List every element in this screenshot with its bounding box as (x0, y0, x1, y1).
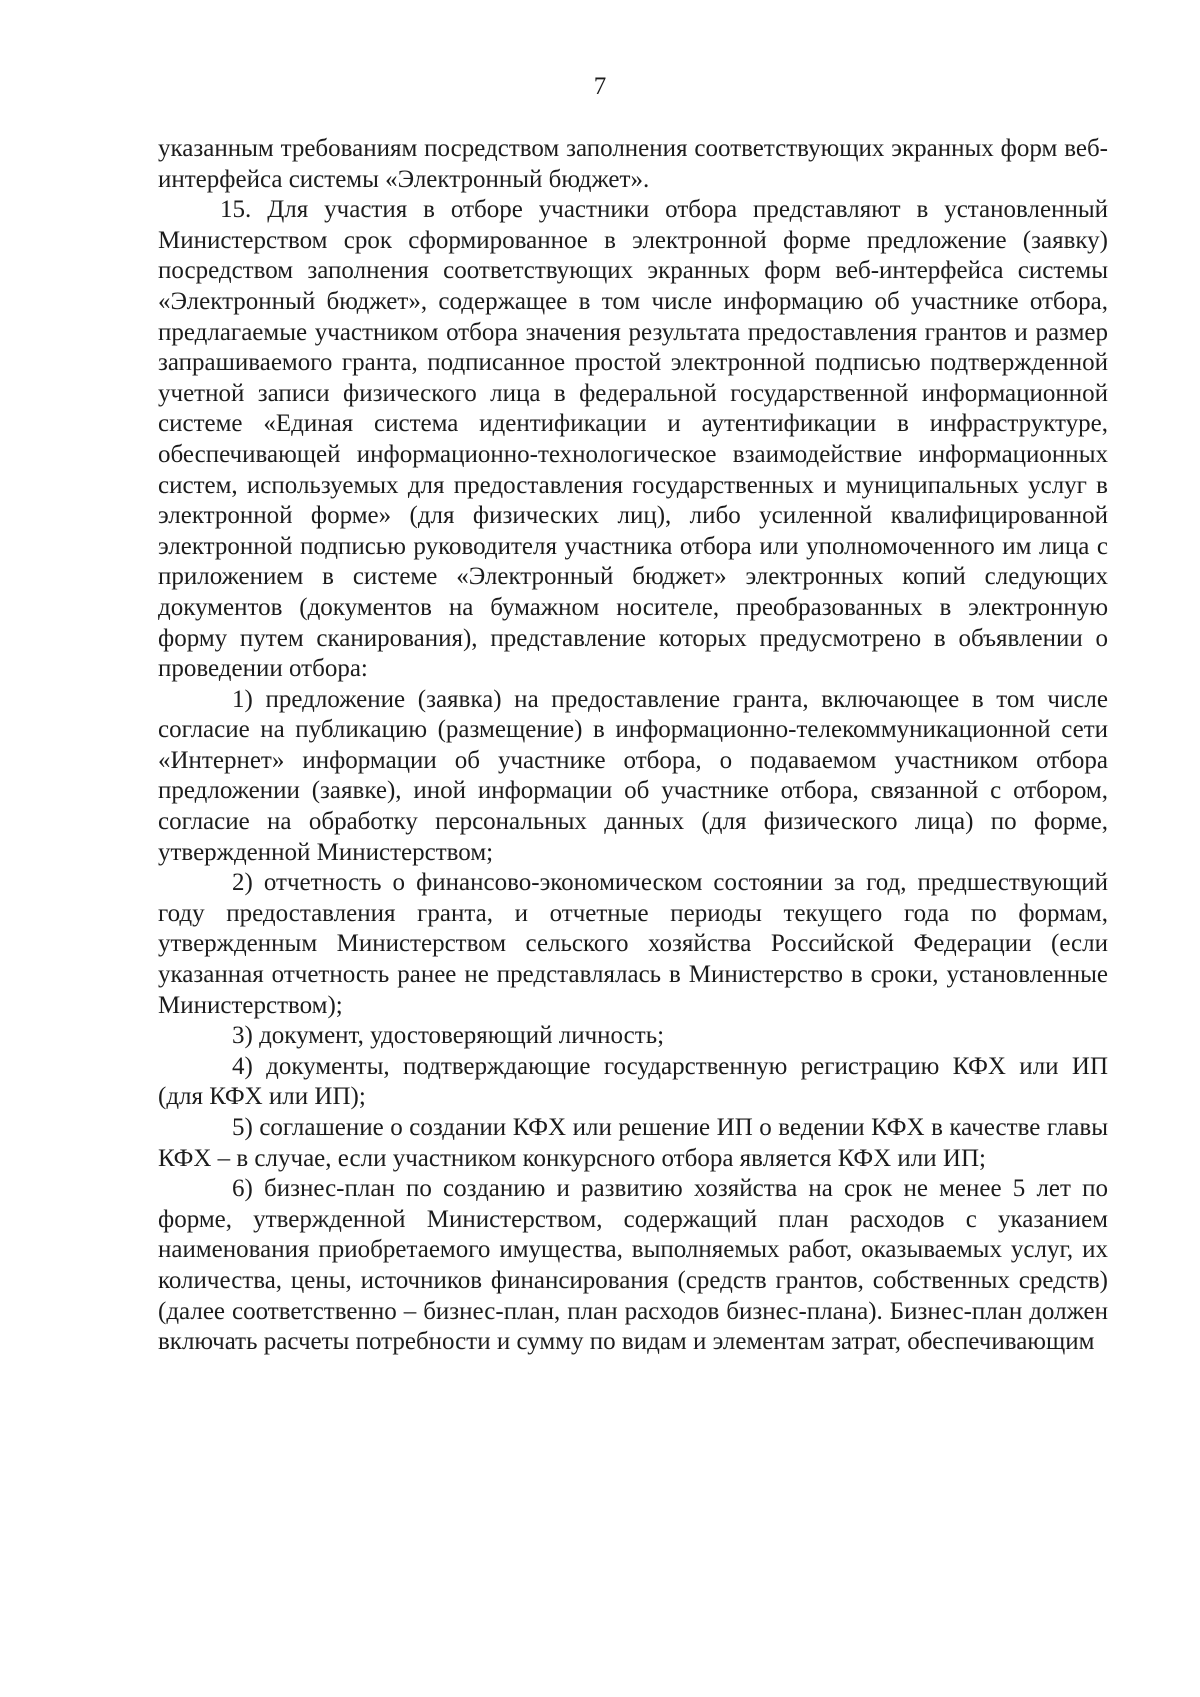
list-item-5: 5) соглашение о создании КФХ или решение ИП о ведении КФХ в качестве главы КФХ – в случае, если участником конкурсного отбора является КФХ или ИП; (158, 1114, 1108, 1172)
list-item-2: 2) отчетность о финансово-экономическом состоянии за год, предшествующий году предоставления гранта, и отчетные периоды текущего года по формам, утвержденным Министерством сельского хозяйства Российской Федерации (если указанная отчетность ранее не представлялась в Министерство в сроки, установленные Министерством); (158, 869, 1108, 1019)
page-number: 7 (593, 73, 607, 100)
paragraph-continuation: указанным требованиям посредством заполнения соответствующих экранных форм веб-интерфейса системы «Электронный бюджет». (158, 135, 1108, 193)
list-item-3: 3) документ, удостоверяющий личность; (232, 1022, 665, 1050)
document-body (158, 134, 1108, 1358)
list-item-1: 1) предложение (заявка) на предоставление гранта, включающее в том числе согласие на публикацию (размещение) в информационно-телекоммуникационной сети «Интернет» информации об участнике отбора, о подаваемом участником отбора предложении (заявке), иной информации об участнике отбора, связанной с отбором, согласие на обработку персональных данных (для физического лица) по форме, утвержденной Министерством; (158, 685, 1108, 866)
list-item-4: 4) документы, подтверждающие государственную регистрацию КФХ или ИП (для КФХ или ИП); (158, 1052, 1108, 1111)
list-item-6: 6) бизнес-план по созданию и развитию хозяйства на срок не менее 5 лет по форме, утвержденной Министерством, содержащий план расходов с указанием наименования приобретаемого имущества, выполняемых работ, оказываемых услуг, их количества, цены, источников финансирования (средств грантов, собственных средств) (далее соответственно – бизнес-план, план расходов бизнес-плана). Бизнес-план должен включать расчеты потребности и сумму по видам и элементам затрат, обеспечивающим (158, 1175, 1108, 1356)
paragraph-item-15: 15. Для участия в отборе участники отбора представляют в установленный Министерством срок сформированное в электронной форме предложение (заявку) посредством заполнения соответствующих экранных форм веб-интерфейса системы «Электронный бюджет», содержащее в том числе информацию об участнике отбора, предлагаемые участником отбора значения результата предоставления грантов и размер запрашиваемого гранта, подписанное простой электронной подписью подтвержденной учетной записи физического лица в федеральной государственной информационной системе «Единая система идентификации и аутентификации в инфраструктуре, обеспечивающей информационно-технологическое взаимодействие информационных систем, используемых для предоставления государственных и муниципальных услуг в электронной форме» (для физических лиц), либо усиленной квалифицированной электронной подписью руководителя участника отбора или уполномоченного им лица с приложением в системе «Электронный бюджет» электронных копий следующих документов (документов на бумажном носителе, преобразованных в электронную форму путем сканирования), представление которых предусмотрено в объявлении о проведении отбора: (158, 196, 1108, 683)
